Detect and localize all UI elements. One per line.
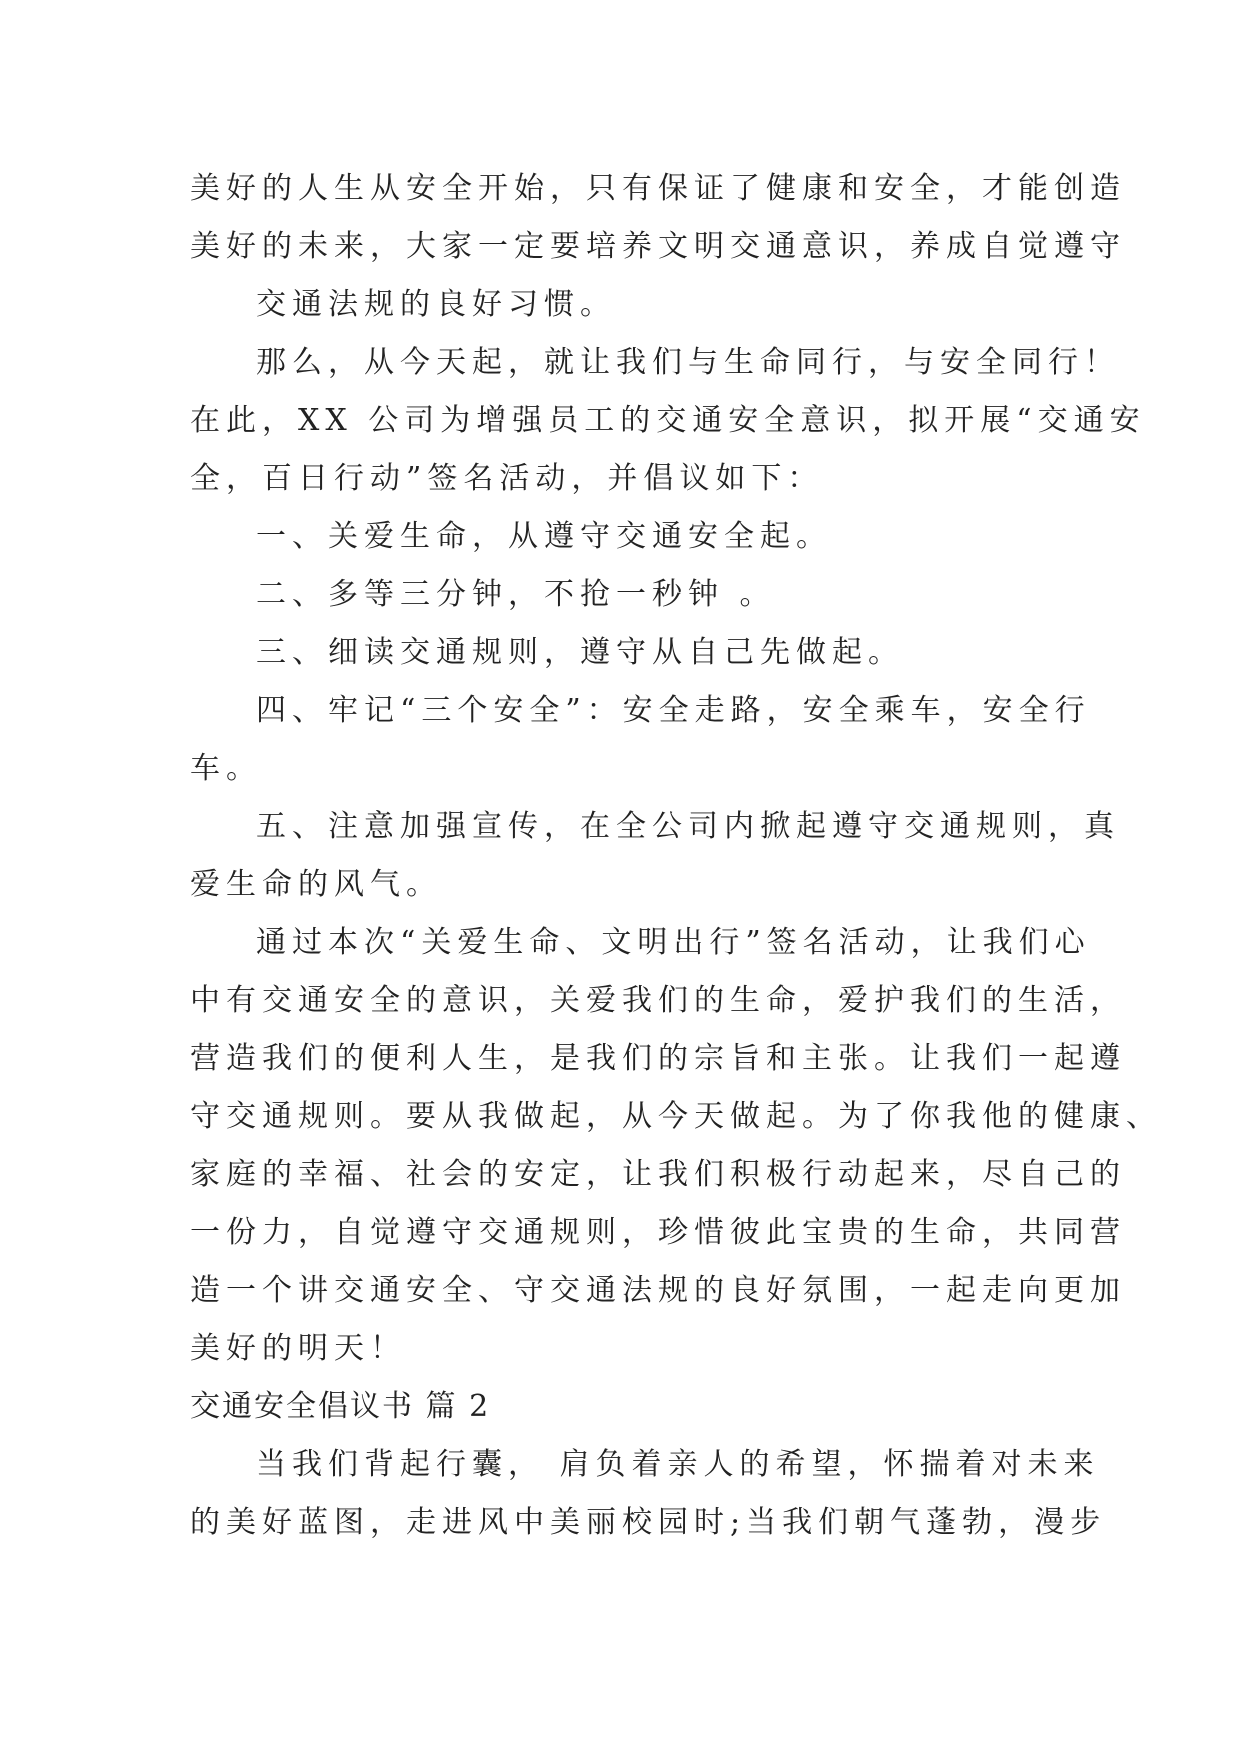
text-line: 一份力，自觉遵守交通规则，珍惜彼此宝贵的生命，共同营 [190, 1215, 1126, 1250]
text-line: 交通法规的良好习惯。 [256, 287, 616, 322]
text-line: 那么，从今天起，就让我们与生命同行，与安全同行！ [256, 345, 1120, 380]
text-line: 当我们背起行囊， 肩负着亲人的希望，怀揣着对未来 [256, 1447, 1100, 1482]
text-line: 家庭的幸福、社会的安定，让我们积极行动起来，尽自己的 [190, 1157, 1126, 1192]
text-line: 五、注意加强宣传，在全公司内掀起遵守交通规则，真 [256, 809, 1120, 844]
text-line: 三、细读交通规则，遵守从自己先做起。 [256, 635, 904, 670]
document-body [190, 160, 1162, 1552]
text-line: 造一个讲交通安全、守交通法规的良好氛围，一起走向更加 [190, 1273, 1126, 1308]
text-line: 美好的未来，大家一定要培养文明交通意识，养成自觉遵守 [190, 229, 1126, 264]
text-line: 美好的人生从安全开始，只有保证了健康和安全，才能创造 [190, 171, 1126, 206]
text-line: 一、关爱生命，从遵守交通安全起。 [256, 519, 832, 554]
text-line: 通过本次“关爱生命、文明出行”签名活动，让我们心 [256, 925, 1091, 960]
text-line: 营造我们的便利人生，是我们的宗旨和主张。让我们一起遵 [190, 1041, 1126, 1076]
text-line: 守交通规则。要从我做起，从今天做起。为了你我他的健康、 [190, 1099, 1162, 1134]
text-line: 爱生命的风气。 [190, 867, 442, 902]
text-line: 美好的明天！ [190, 1331, 406, 1366]
text-line: 二、多等三分钟，不抢一秒钟 。 [256, 577, 776, 612]
text-line: 车。 [190, 751, 262, 786]
text-line: 中有交通安全的意识，关爱我们的生命，爱护我们的生活， [190, 983, 1126, 1018]
text-line: 四、牢记“三个安全”：安全走路，安全乘车，安全行 [256, 693, 1091, 728]
text-line: 全，百日行动”签名活动，并倡议如下： [190, 461, 824, 496]
text-line: 的美好蓝图，走进风中美丽校园时;当我们朝气蓬勃，漫步 [190, 1505, 1107, 1540]
text-line: 在此，XX 公司为增强员工的交通安全意识，拟开展“交通安 [190, 403, 1146, 438]
section-heading: 交通安全倡议书 篇 2 [190, 1389, 491, 1424]
